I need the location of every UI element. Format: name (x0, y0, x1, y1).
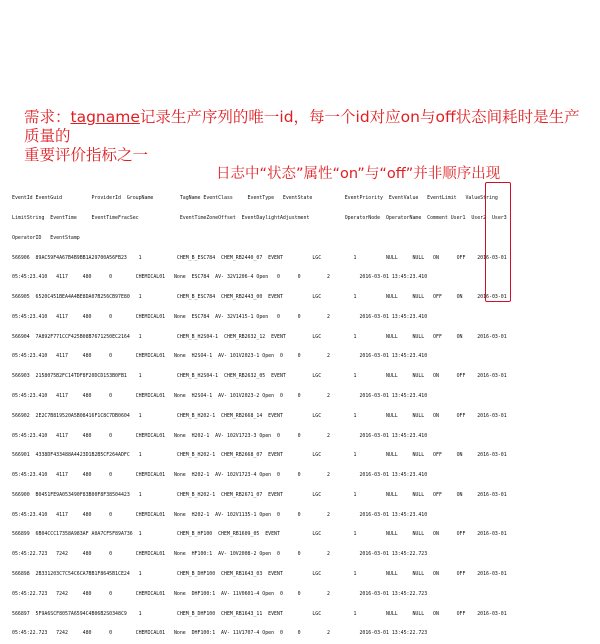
log-header-line: LimitString EventTime EventTimeFracSec EventTimeZoneOffset EventDaylightAdjustment OperatorNode OperatorName Comment User1 User2 User3 (12, 214, 507, 221)
log-row: 566902 2E2C7B819520A5B08416F1C8C7DB0604 1 CHEM_B_H202-1 CHEM_RB2668_14 EVENT LGC 1 NULL NULL ON OFF 2016-03-01 (12, 412, 507, 419)
log-row: 05:45:22.723 7242 480 0 CHEMICAL01 None HF100:1 AV- 10V2008-2 Open 0 0 2 2016-03-01 13:45:22.723 (12, 551, 428, 558)
heading-line2: 重要评价指标之一 (24, 146, 149, 164)
log-row: 566899 6B04CCC17358A983AF A0A7CF5F89A736 1 CHEM_B_HF100 CHEM_RB1609_05 EVENT LGC 1 NULL NULL ON OFF 2016-03-01 (12, 531, 507, 538)
log-row: 05:45:23.410 4117 480 0 CHEMICAL01 None ESC784 AV- 32V1206-4 Open 0 0 2 2016-03-01 13:45:23.410 (12, 274, 428, 281)
log-row: 566897 5F9A6SCF8057A6594C4B06B2S0348C9 1 CHEM_B_DHF100 CHEM_RB1643_11 EVENT LGC 1 NULL NULL ON OFF 2016-03-01 (12, 610, 507, 617)
log-row: 05:45:23.410 4117 480 0 CHEMICAL01 None H2SO4-1 AV- 101V2023-1 Open 0 0 2 2016-03-01 13:45:23.410 (12, 353, 428, 360)
log-row: 566905 6520C451BEA4A4BE8DA07B256CB97E80 1 CHEM_B_ESC784 CHEM_RB2443_00 EVENT LGC 1 NULL NULL OFF ON 2016-03-01 (12, 294, 507, 301)
log-row: 05:45:23.410 4117 480 0 CHEMICAL01 None H202-1 AV- 102V1723-4 Open 0 0 2 2016-03-01 13:45:23.410 (12, 472, 428, 479)
log-row: 566898 2B331203C7C54C6CA7BB1F8645B1CE24 1 CHEM_B_DHF100 CHEM_RB1643_03 EVENT LGC 1 NULL NULL ON OFF 2016-03-01 (12, 571, 507, 578)
log-row: 05:45:23.410 4117 480 0 CHEMICAL01 None H202-1 AV- 102V1723-3 Open 0 0 2 2016-03-01 13:45:23.410 (12, 432, 428, 439)
log-row: 05:45:22.723 7242 480 0 CHEMICAL01 None DHF100:1 AV- 11V0601-4 Open 0 0 2 2016-03-01 13:45:22.723 (12, 590, 428, 597)
log-row: 566900 B0451FE9A053490F83B00F8F38504423 1 CHEM_B_H202-1 CHEM_RB2671_07 EVENT LGC 1 NULL NULL OFF ON 2016-03-01 (12, 491, 507, 498)
log-row: 566903 2158075B2FC14TDF8F20DCD153B0FB1 1 CHEM_B_H2S04-1 CHEM_RB2632_05 EVENT LGC 1 NULL NULL ON OFF 2016-03-01 (12, 373, 507, 380)
log-row: 05:45:23.410 4117 480 0 CHEMICAL01 None H202-1 AV- 102V1135-1 Open 0 0 2 2016-03-01 13:45:23.410 (12, 511, 428, 518)
order-note: 日志中“状态”属性“on”与“off”并非顺序出现 (216, 166, 501, 182)
log-row: 566906 89AC59F4A67B4B9BB1A29700A56FB23 1 CHEM_B_ESC784 CHEM_RB2440_07 EVENT LGC 1 NULL NULL ON OFF 2016-03-01 (12, 254, 507, 261)
log-header-line: EventId EventGuid ProviderId GroupName TagName EventClass EventType EventState EventPriority EventValue EventLimit ValueString (12, 195, 498, 202)
log-row: 05:45:23.410 4117 480 0 CHEMICAL01 None ESC784 AV- 32V1415-1 Open 0 0 2 2016-03-01 13:45:23.410 (12, 313, 428, 320)
log-row: 566901 4338DF433488A4423D1B2B5CF264ADFC 1 CHEM_B_H202-1 CHEM_RB2668_07 EVENT LGC 1 NULL NULL OFF ON 2016-03-01 (12, 452, 507, 459)
requirement-heading (24, 108, 584, 165)
heading-keyword: tagname (70, 108, 140, 126)
log-row: 05:45:22.723 7242 480 0 CHEMICAL01 None DHF100:1 AV- 11V1707-4 Open 0 0 2 2016-03-01 13:45:22.723 (12, 630, 428, 637)
heading-suffix: 记录生产序列的唯一id，每一个id对应on与off状态间耗时是生产质量的 (24, 108, 580, 145)
log-header-line: OperatorID EventStamp (12, 234, 80, 241)
heading-prefix: 需求： (24, 108, 71, 126)
log-row: 566904 7A892F771CCF425B08B7671250EC2164 1 CHEM_B_H2S04-1 CHEM_RB2632_12 EVENT LGC 1 NULL NULL OFF ON 2016-03-01 (12, 333, 507, 340)
eventtime-highlight-box (485, 182, 511, 302)
log-row: 05:45:23.410 4117 480 0 CHEMICAL01 None H2SO4-1 AV- 101V2023-2 Open 0 0 2 2016-03-01 13:45:23.410 (12, 393, 428, 399)
